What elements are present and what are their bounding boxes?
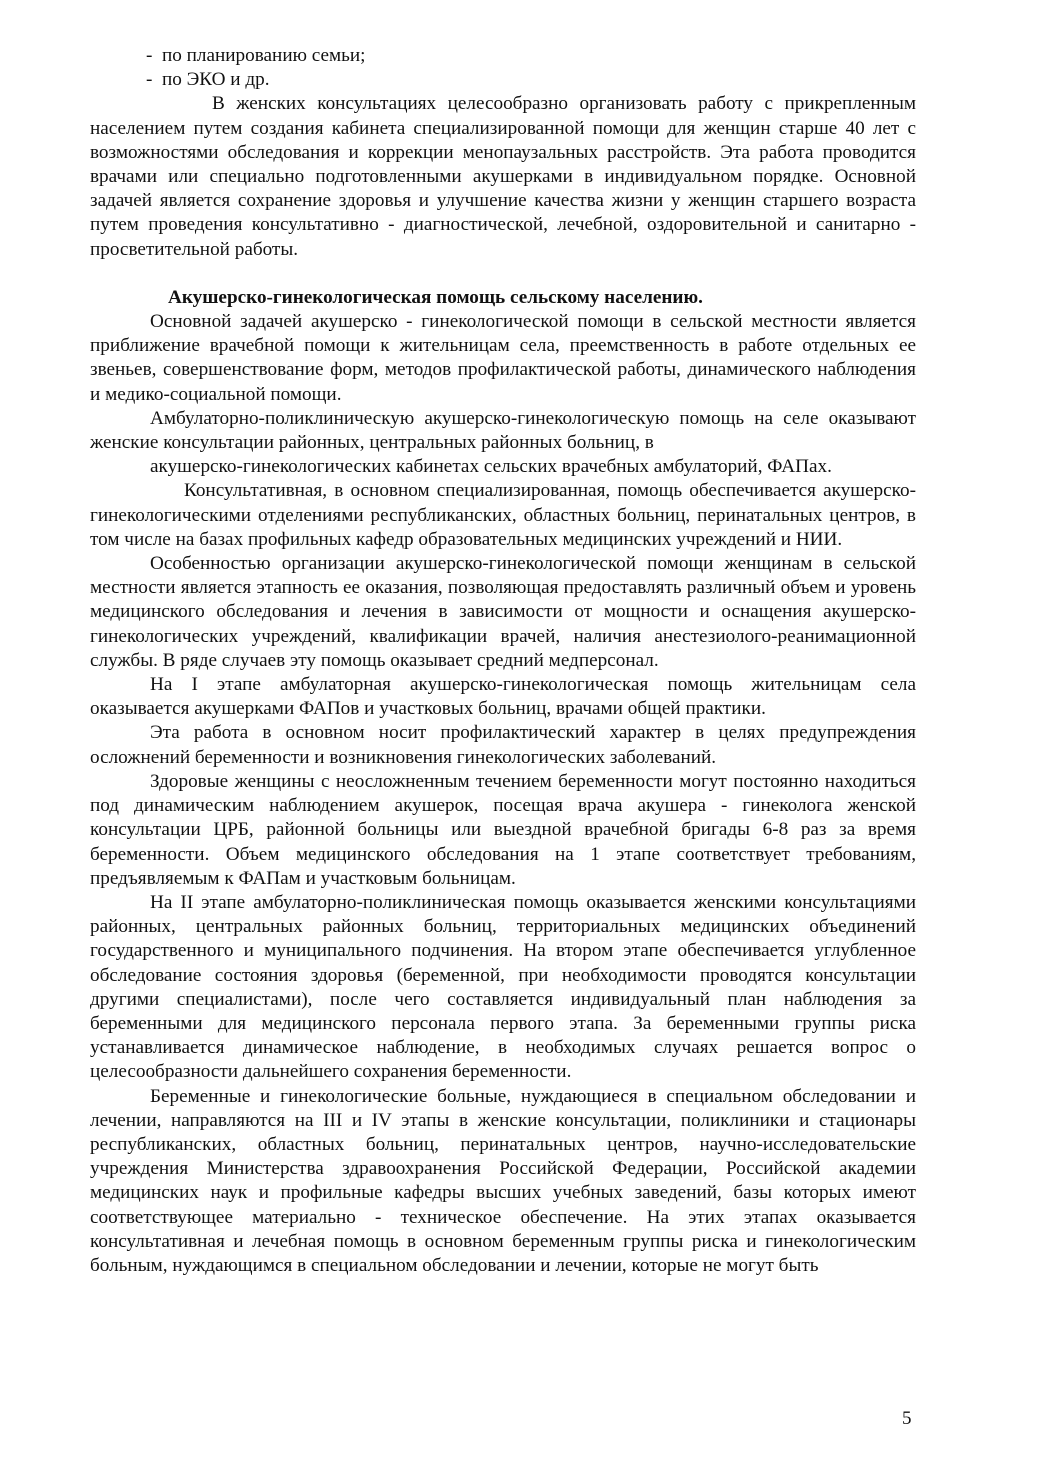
paragraph: Консультативная, в основном специализированная, помощь обеспечивается акушерско-гинекологическими отделениями республиканских, областных больниц, перинатальных центров, в том числе на базах профильных кафедр образовательных медицинских учреждений и НИИ.: [90, 480, 916, 550]
list-item: - по планированию семьи;: [146, 45, 366, 66]
paragraph: акушерско-гинекологических кабинетах сельских врачебных амбулаторий, ФАПах.: [150, 456, 832, 478]
paragraph: На II этапе амбулаторно-поликлиническая помощь оказывается женскими консультациями районных, центральных районных больниц, территориальных медицинских объединений государственного и муниципального подчинения. На втором этапе обеспечивается углубленное обследование состояния здоровья (беременной, при необходимости проводятся консультации другими специалистами), после чего составляется индивидуальный план наблюдения за беременными для медицинского персонала первого этапа. За беременными группы риска устанавливается динамическое наблюдение, в необходимых случаях решается вопрос о целесообразности дальнейшего сохранения беременности.: [90, 891, 916, 1083]
paragraph-consultation-cabinet: В женских консультациях целесообразно организовать работу с прикрепленным населением путем создания кабинета специализированной помощи для женщин старше 40 лет с возможностями обследования и коррекции менопаузальных расстройств. Эта работа проводится врачами или специально подготовленными акушерками в индивидуальном порядке. Основной задачей является сохранение здоровья и улучшение качества жизни у женщин старшего возраста путем проведения консультативно - диагностической, лечебной, оздоровительной и санитарно - просветительной работы.: [90, 93, 916, 260]
page-number: 5: [902, 1408, 912, 1429]
paragraph: Основной задачей акушерско - гинекологической помощи в сельской местности является приближение врачебной помощи к жительницам села, преемственность в работе отдельных ее звеньев, совершенствование форм, методов профилактической работы, динамического наблюдения и медико-социальной помощи.: [90, 311, 916, 405]
paragraph: Амбулаторно-поликлиническую акушерско-гинекологическую помощь на селе оказывают женские консультации районных, центральных районных больниц, в: [90, 407, 916, 454]
spacer: [90, 262, 916, 286]
list-item: - по ЭКО и др.: [146, 69, 270, 91]
section-heading: Акушерско-гинекологическая помощь сельскому населению.: [168, 286, 703, 308]
paragraph: Эта работа в основном носит профилактический характер в целях предупреждения осложнений беременности и возникновения гинекологических заболеваний.: [90, 722, 916, 768]
paragraph: Беременные и гинекологические больные, нуждающиеся в специальном обследовании и лечении, направляются на III и IV этапы в женские консультации, поликлиники и стационары республиканских, областных больниц, перинатальных центров, научно-исследовательские учреждения Министерства здравоохранения Российской Федерации, Российской академии медицинских наук и профильные кафедры высших учебных заведений, базы которых имеют соответствующее материально - техническое обеспечение. На этих этапах оказывается консультативная и лечебная помощь в основном беременным группы риска и гинекологическим больным, нуждающимся в специальном обследовании и лечении, которые не могут быть: [90, 1085, 916, 1276]
paragraph: Особенностью организации акушерско-гинекологической помощи женщинам в сельской местности является этапность ее оказания, позволяющая предоставлять различный объем и уровень медицинского обследования и лечения в зависимости от мощности и оснащения акушерско-гинекологических учреждений, квалификации врачей, наличия анестезиолого-реанимационной службы. В ряде случаев эту помощь оказывает средний медперсонал.: [90, 553, 916, 671]
paragraph: Здоровые женщины с неосложненным течением беременности могут постоянно находиться под динамическим наблюдением акушерок, посещая врача акушера - гинеколога женской консультации ЦРБ, районной больницы или выездной врачебной бригады 6-8 раз за время беременности. Объем медицинского обследования на 1 этапе соответствует требованиям, предъявляемым к ФАПам и участковым больницам.: [90, 770, 916, 889]
paragraph: На I этапе амбулаторная акушерско-гинекологическая помощь жительницам села оказывается акушерками ФАПов и участковых больниц, врачами общей практики.: [90, 674, 916, 720]
page-body: [90, 44, 916, 1278]
